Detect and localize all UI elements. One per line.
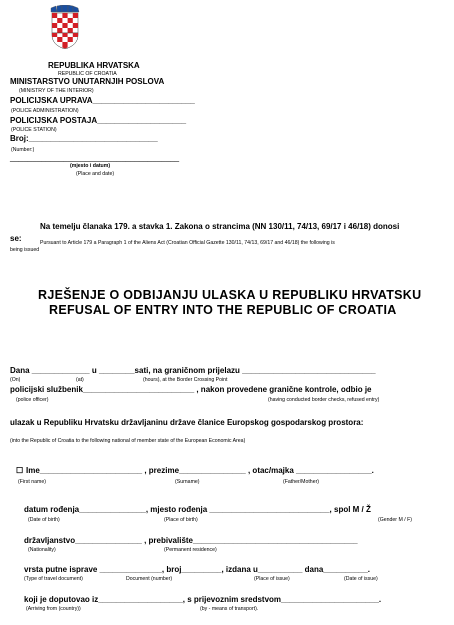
on-en: (On) bbox=[10, 377, 21, 383]
border-checks-en: (having conducted border checks, refused entry) bbox=[268, 397, 380, 403]
birth-row[interactable]: datum rođenja_______________, mjesto rođenja ___________________________, spol M / Ž bbox=[24, 505, 371, 514]
at-en: (at) bbox=[76, 377, 84, 383]
name-row[interactable]: Ime_______________________ , prezime_______________ , otac/majka _________________. bbox=[26, 466, 374, 475]
legal-basis-en-cont: being issued bbox=[10, 247, 40, 253]
first-name-en: (First name) bbox=[18, 479, 46, 485]
parent-en: (Father/Mother) bbox=[283, 479, 320, 485]
issue-date-en: (Date of issue) bbox=[344, 576, 378, 582]
entry-refusal-en: (into the Republic of Croatia to the following national of member state of the European Economic Area) bbox=[10, 438, 246, 444]
document-number-en: Document (number) bbox=[126, 576, 173, 582]
police-administration-en: (POLICE ADMINISTRATION) bbox=[11, 108, 79, 114]
number-field[interactable]: Broj:_____________________________ bbox=[10, 134, 158, 143]
document-title: RJEŠENJE O ODBIJANJU ULASKA U REPUBLIKU HRVATSKU bbox=[38, 288, 422, 302]
place-date-field[interactable]: ______________________________________ bbox=[10, 153, 180, 162]
police-officer-en: (police officer) bbox=[16, 397, 49, 403]
entry-refusal-text: ulazak u Republiku Hrvatsku državljaninu države članice Europskog gospodarskog prostora: bbox=[10, 418, 364, 427]
police-station-field[interactable]: POLICIJSKA POSTAJA____________________ bbox=[10, 116, 187, 125]
gender-en: (Gender M / F) bbox=[378, 517, 413, 523]
surname-en: (Surname) bbox=[175, 479, 200, 485]
nationality-en: (Nationality) bbox=[28, 547, 56, 553]
police-officer-line[interactable]: policijski službenik_________________________ , nakon provedene granične kontrole, odbio je bbox=[10, 385, 372, 394]
arrival-row[interactable]: koji je doputovao iz___________________, s prijevoznim sredstvom______________________. bbox=[24, 595, 382, 604]
police-administration-field[interactable]: POLICIJSKA UPRAVA_______________________ bbox=[10, 96, 195, 105]
residence-en: (Permanent residence) bbox=[164, 547, 217, 553]
ministry-name: MINISTARSTVO UNUTARNJIH POSLOVA bbox=[10, 77, 165, 86]
hours-crossing-en: (hours), at the Border Crossing Point bbox=[143, 377, 228, 383]
travel-document-row[interactable]: vrsta putne isprave ______________, broj_________, izdana u__________ dana__________. bbox=[24, 565, 371, 574]
number-en: (Number:) bbox=[11, 147, 35, 153]
birth-place-en: (Place of birth) bbox=[164, 517, 198, 523]
nationality-row[interactable]: državljanstvo_______________ , prebivalište_____________________________________ bbox=[24, 536, 358, 545]
arriving-from-en: (Arriving from (country)) bbox=[26, 606, 81, 612]
legal-basis-text-cont: se: bbox=[10, 234, 22, 243]
place-date-en: (Place and date) bbox=[76, 171, 115, 177]
date-time-crossing-line[interactable]: Dana _____________ u ________sati, na graničnom prijelazu ______________________________ bbox=[10, 366, 376, 375]
issue-place-en: (Place of issue) bbox=[254, 576, 290, 582]
legal-basis-text: Na temelju članaka 179. a stavka 1. Zakona o strancima (NN 130/11, 74/13, 69/17 i 46/18) donosi bbox=[40, 222, 400, 231]
police-station-en: (POLICE STATION) bbox=[11, 127, 57, 133]
document-title-en: REFUSAL OF ENTRY INTO THE REPUBLIC OF CROATIA bbox=[49, 303, 397, 317]
transport-means-en: (by - means of transport). bbox=[200, 606, 259, 612]
republic-name: REPUBLIKA HRVATSKA bbox=[48, 61, 140, 70]
croatian-coat-of-arms-icon bbox=[49, 5, 81, 49]
ministry-name-en: (MINISTRY OF THE INTERIOR) bbox=[19, 88, 94, 94]
birth-date-en: (Date of birth) bbox=[28, 517, 60, 523]
document-type-en: (Type of travel document) bbox=[24, 576, 83, 582]
republic-name-en: REPUBLIC OF CROATIA bbox=[58, 71, 117, 77]
place-date-label: (mjesto i datum) bbox=[70, 163, 111, 169]
legal-basis-en: Pursuant to Article 179 a Paragraph 1 of the Aliens Act (Croatian Official Gazette 130/11, 74/13, 69/17 and 46/18) the following is bbox=[40, 240, 335, 246]
checkbox[interactable]: ☐ bbox=[16, 466, 24, 475]
